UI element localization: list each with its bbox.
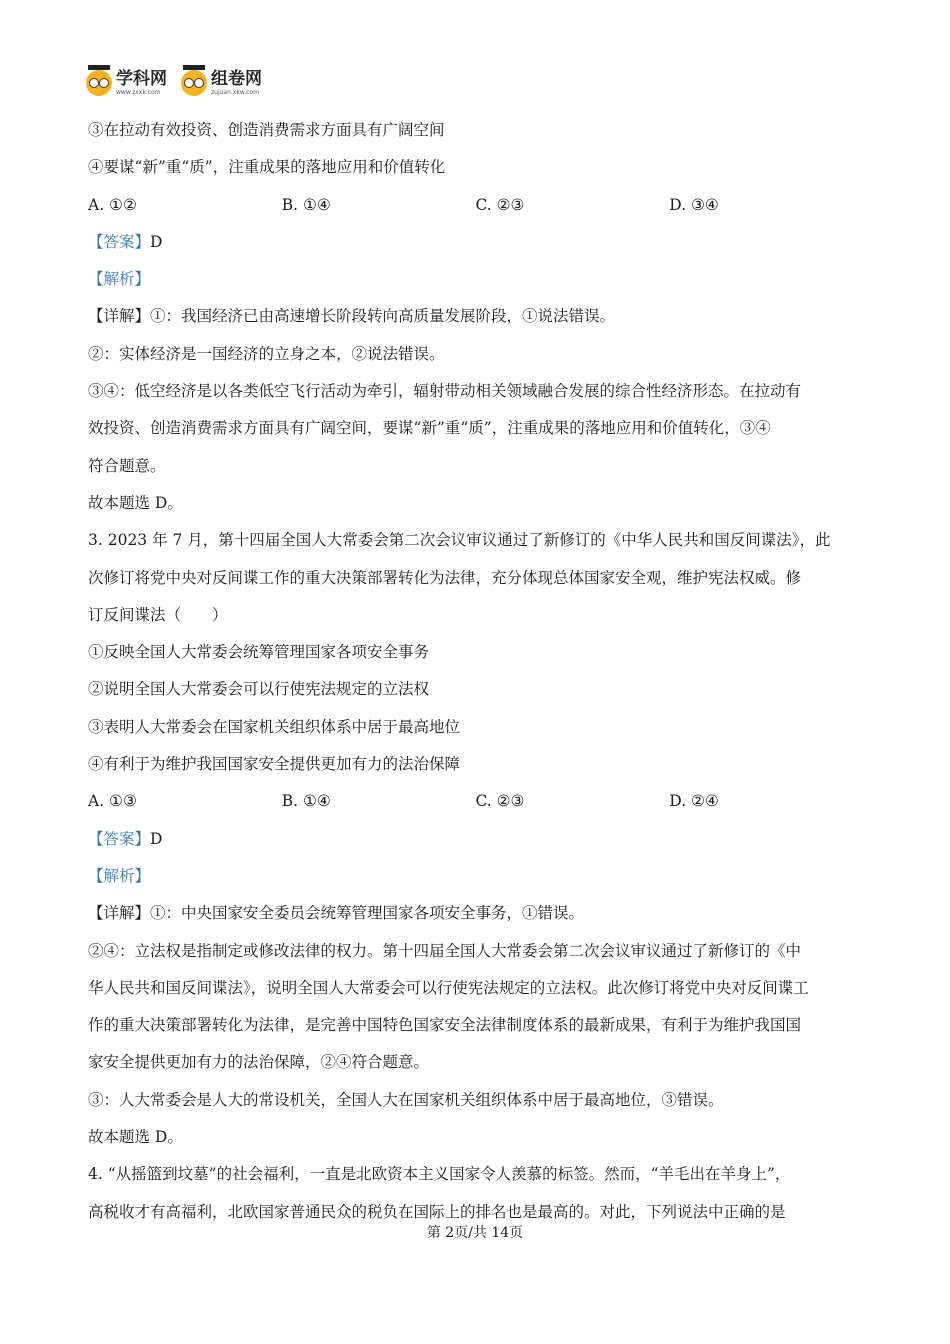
zujuan-logo[interactable]: [181, 70, 262, 96]
answer-label: 【答案】: [88, 232, 151, 251]
document-body: [88, 112, 863, 1231]
detail-label: 【详解】: [88, 307, 151, 326]
q3-item-1: ①反映全国人大常委会统筹管理国家各项安全事务: [88, 643, 430, 662]
q2-option-c: C. ②③: [475, 195, 525, 214]
q2-detail-line: ②：实体经济是一国经济的立身之本，②说法错误。: [88, 344, 445, 363]
q2-item-3: ③在拉动有效投资、创造消费需求方面具有广阔空间: [88, 121, 445, 139]
zxxk-logo[interactable]: [86, 70, 167, 96]
q2-detail-line: 效投资、创造消费需求方面具有广阔空间，要谋“新”重“质”，注重成果的落地应用和价值转化，③④: [88, 419, 771, 438]
q2-item-4: ④要谋“新”重“质”，注重成果的落地应用和价值转化: [88, 158, 446, 177]
q3-answer: [88, 821, 863, 858]
logo-name: 组卷网: [211, 68, 262, 89]
q3-item-2: ②说明全国人大常委会可以行使宪法规定的立法权: [88, 680, 430, 699]
q3-option-b: B. ①④: [281, 792, 331, 811]
detail-label: 【详解】: [88, 904, 151, 923]
q4-stem-line: 高税收才有高福利，北欧国家普通民众的税负在国际上的排名也是最高的。对此，下列说法中正确的是: [88, 1202, 786, 1221]
q2-option-d: D. ③④: [669, 195, 719, 214]
logo-url: zujuan.xkw.com: [211, 88, 259, 96]
logo-url: www.zxxk.com: [116, 88, 161, 96]
q3-option-c: C. ②③: [475, 792, 525, 811]
q2-detail-line: 符合题意。: [88, 456, 166, 475]
answer-label: 【答案】: [88, 829, 151, 848]
q3-option-a: A. ①③: [88, 792, 137, 811]
q2-analysis-label: 【解析】: [88, 270, 151, 289]
q2-option-a: A. ①②: [88, 195, 137, 214]
q3-detail-line: ②④：立法权是指制定或修改法律的权力。第十四届全国人大常委会第二次会议审议通过了新修订的《中: [88, 941, 802, 960]
q2-detail-first: 【详解】①：我国经济已由高速增长阶段转向高质量发展阶段，①说法错误。: [88, 307, 616, 326]
q4-stem-line: 4. “从摇篮到坟墓”的社会福利，一直是北欧资本主义国家令人羡慕的标签。然而，“羊毛出在羊身上”，: [88, 1165, 791, 1184]
q3-item-3: ③表明人大常委会在国家机关组织体系中居于最高地位: [88, 717, 461, 736]
q3-detail-line: ③：人大常委会是人大的常设机关，全国人大在国家机关组织体系中居于最高地位，③错误。: [88, 1090, 724, 1109]
header-logos: [86, 70, 262, 96]
q2-answer: [88, 224, 863, 261]
q3-option-d: D. ②④: [669, 792, 719, 811]
q3-conclusion: 故本题选 D。: [88, 1128, 183, 1147]
q3-stem-line: 3. 2023 年 7 月，第十四届全国人大常委会第二次会议审议通过了新修订的《中华人民共和国反间谍法》，此: [88, 531, 831, 550]
q3-detail-line: 作的重大决策部署转化为法律，是完善中国特色国家安全法律制度体系的最新成果，有利于为维护我国国: [88, 1016, 802, 1035]
answer-value: D: [150, 829, 163, 848]
page-footer: 第 2页/共 14页: [426, 1225, 524, 1241]
q3-stem-line: 订反间谍法（ ）: [88, 605, 228, 624]
q3-detail-line: 华人民共和国反间谍法》，说明全国人大常委会可以行使宪法规定的立法权。此次修订将党中央对反间谍工: [88, 978, 809, 997]
q2-conclusion: 故本题选 D。: [88, 493, 183, 512]
q3-stem-line: 次修订将党中央对反间谍工作的重大决策部署转化为法律，充分体现总体国家安全观，维护宪法权威。修: [88, 568, 802, 587]
q3-detail-line: 家安全提供更加有力的法治保障，②④符合题意。: [88, 1053, 430, 1072]
q2-detail-line: ③④：低空经济是以各类低空飞行活动为牵引，辐射带动相关领域融合发展的综合性经济形态。在拉动有: [88, 382, 802, 401]
q3-analysis-label: 【解析】: [88, 866, 151, 885]
answer-value: D: [150, 232, 163, 251]
q3-item-4: ④有利于为维护我国国家安全提供更加有力的法治保障: [88, 755, 461, 774]
owl-mascot-icon: [181, 70, 207, 96]
q2-options: [88, 187, 863, 224]
q3-detail-first: 【详解】①：中央国家安全委员会统筹管理国家各项安全事务，①错误。: [88, 904, 585, 923]
logo-name: 学科网: [116, 68, 167, 89]
q3-options: [88, 783, 863, 820]
owl-mascot-icon: [86, 70, 112, 96]
q2-option-b: B. ①④: [281, 195, 331, 214]
